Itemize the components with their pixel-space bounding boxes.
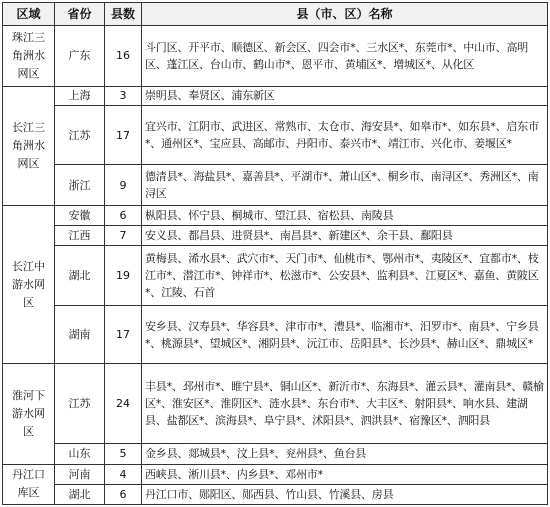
county-count-cell: 4 — [105, 464, 142, 484]
table-row — [3, 246, 548, 306]
county-list-cell: 丹江口市、郧阳区、郧西县、竹山县、竹溪县、房县 — [142, 484, 548, 504]
county-count-cell: 17 — [105, 105, 142, 165]
province-cell: 江苏 — [55, 364, 105, 444]
table-row — [3, 86, 548, 105]
region-cell: 淮河下游水网区 — [3, 364, 55, 464]
county-count-cell: 19 — [105, 246, 142, 306]
region-cell: 长江三角洲水网区 — [3, 86, 55, 205]
county-list-cell: 安乡县、汉寿县*、华容县*、津市市*、澧县*、临湘市*、汨罗市*、南县*、宁乡县*、桃源县*、望城区*、湘阴县*、沅江市、岳阳县*、长沙县*、赫山区*、鼎城区* — [142, 305, 548, 364]
header-county-names: 县（市、区）名称 — [142, 3, 548, 26]
county-list-cell: 枞阳县、怀宁县、桐城市、望江县、宿松县、南陵县 — [142, 205, 548, 225]
province-cell: 浙江 — [55, 165, 105, 205]
province-cell: 湖南 — [55, 305, 105, 364]
county-list-cell: 丰县*、邳州市*、睢宁县*、铜山区*、新沂市*、东海县*、灌云县*、灌南县*、赣榆区*、淮安区*、淮阴区*、涟水县*、东台市*、大丰区*、射阳县*、响水县、建湖县、盐都区*、滨海县*、阜宁县*、沭阳县*、泗洪县*、宿豫区*、泗阳县 — [142, 364, 548, 444]
table-row — [3, 165, 548, 205]
province-cell: 安徽 — [55, 205, 105, 225]
table-row — [3, 205, 548, 225]
table-row — [3, 444, 548, 464]
county-list-cell: 宜兴市、江阴市、武进区、常熟市、太仓市、海安县*、如皋市*、如东县*、启东市*、通州区*、宝应县、高邮市、丹阳市、泰兴市*、靖江市、兴化市、姜堰区* — [142, 105, 548, 165]
province-cell: 江西 — [55, 226, 105, 246]
province-cell: 广东 — [55, 26, 105, 87]
county-list-cell: 安义县、都昌县、进贤县*、南昌县*、新建区*、余干县、鄱阳县 — [142, 226, 548, 246]
province-cell: 山东 — [55, 444, 105, 464]
county-count-cell: 16 — [105, 26, 142, 87]
region-cell: 珠江三角洲水网区 — [3, 26, 55, 87]
region-cell: 丹江口库区 — [3, 464, 55, 505]
county-count-cell: 17 — [105, 305, 142, 364]
table-row — [3, 105, 548, 165]
table-row — [3, 364, 548, 444]
county-list-cell: 斗门区、开平市、顺德区、新会区、四会市*、三水区*、东莞市*、中山市、高明区、蓬江区、台山市、鹤山市*、恩平市、黄埔区*、增城区*、从化区 — [142, 26, 548, 87]
county-count-cell: 6 — [105, 484, 142, 504]
table-header-row — [3, 3, 548, 26]
county-count-cell: 24 — [105, 364, 142, 444]
header-province: 省份 — [55, 3, 105, 26]
county-count-cell: 6 — [105, 205, 142, 225]
county-count-cell: 9 — [105, 165, 142, 205]
county-list-cell: 金乡县、郯城县*、汶上县*、兖州县*、鱼台县 — [142, 444, 548, 464]
province-cell: 湖北 — [55, 246, 105, 306]
table-row — [3, 464, 548, 484]
county-count-cell: 7 — [105, 226, 142, 246]
county-list-cell: 崇明县、奉贤区、浦东新区 — [142, 86, 548, 105]
header-count: 县数 — [105, 3, 142, 26]
county-count-cell: 3 — [105, 86, 142, 105]
province-cell: 河南 — [55, 464, 105, 484]
county-list-cell: 德清县*、海盐县*、嘉善县*、平湖市*、萧山区*、桐乡市、南浔区*、秀洲区*、南浔区 — [142, 165, 548, 205]
table-row — [3, 226, 548, 246]
table-row — [3, 484, 548, 504]
table-row — [3, 26, 548, 87]
province-cell: 上海 — [55, 86, 105, 105]
region-cell: 长江中游水网区 — [3, 205, 55, 364]
table-row — [3, 305, 548, 364]
header-region: 区域 — [3, 3, 55, 26]
province-cell: 湖北 — [55, 484, 105, 504]
county-count-cell: 5 — [105, 444, 142, 464]
county-list-cell: 黄梅县、浠水县*、武穴市*、天门市*、仙桃市*、鄂州市*、夷陵区*、宜都市*、枝江市*、潜江市*、钟祥市*、松滋市*、公安县*、监利县*、江夏区*、嘉鱼、黄陂区*、江陵、石首 — [142, 246, 548, 306]
county-table — [2, 2, 548, 505]
county-list-cell: 西峡县、淅川县*、内乡县*、邓州市* — [142, 464, 548, 484]
province-cell: 江苏 — [55, 105, 105, 165]
